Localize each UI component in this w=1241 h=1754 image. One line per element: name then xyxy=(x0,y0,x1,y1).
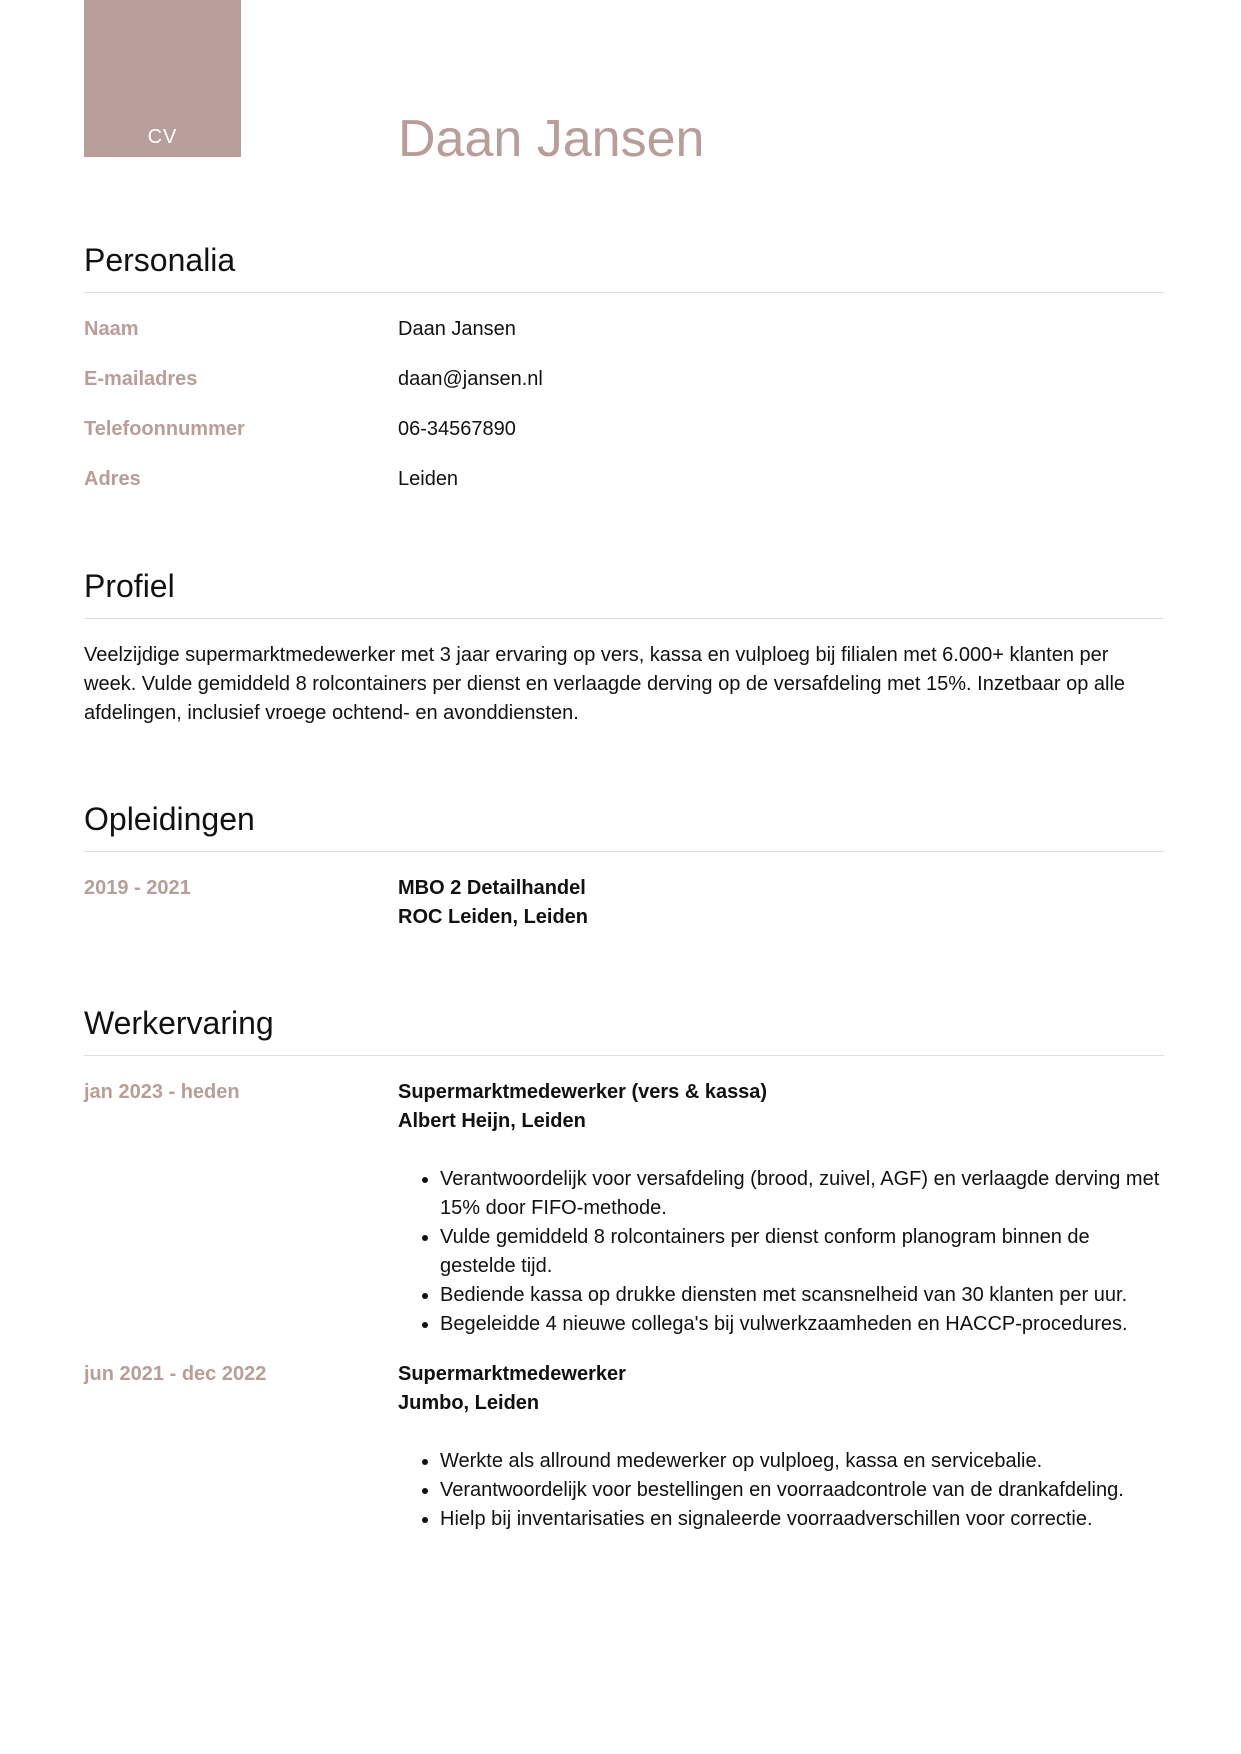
education-school: ROC Leiden, Leiden xyxy=(398,906,589,928)
work-employer: Jumbo, Leiden xyxy=(398,1392,540,1414)
cv-badge-label: CV xyxy=(147,126,178,148)
section-title-personalia: Personalia xyxy=(84,240,1164,293)
work-role: Supermarktmedewerker (vers & kassa) xyxy=(398,1081,768,1103)
section-profiel xyxy=(84,566,1164,728)
personalia-value: daan@jansen.nl xyxy=(398,368,543,390)
section-opleidingen xyxy=(84,799,1164,932)
education-degree: MBO 2 Detailhandel xyxy=(398,877,586,899)
section-title-opleidingen: Opleidingen xyxy=(84,799,1164,852)
page-title: Daan Jansen xyxy=(398,110,705,168)
work-bullet-list xyxy=(398,1165,1164,1339)
profile-summary: Veelzijdige supermarktmedewerker met 3 jaar ervaring op vers, kassa en vulploeg bij filialen met 6.000+ klanten per week. Vulde gemiddeld 8 rolcontainers per dienst en verlaagde derving op de versafdeling met 15%. Inzetbaar op alle afdelingen, inclusief vroege ochtend- en avonddiensten. xyxy=(84,644,1126,724)
personalia-label: Telefoonnummer xyxy=(84,418,245,440)
cv-badge xyxy=(84,0,241,157)
personalia-label: Adres xyxy=(84,468,141,490)
work-period: jun 2021 - dec 2022 xyxy=(84,1363,267,1385)
personalia-row-name xyxy=(84,315,1164,344)
section-werkervaring xyxy=(84,1003,1164,1534)
section-title-werkervaring: Werkervaring xyxy=(84,1003,1164,1056)
personalia-value: Daan Jansen xyxy=(398,318,516,340)
list-item: • Werkte als allround medewerker op vulploeg, kassa en servicebalie. xyxy=(440,1447,1164,1476)
work-role: Supermarktmedewerker xyxy=(398,1363,626,1385)
education-entry xyxy=(84,874,1164,932)
education-period: 2019 - 2021 xyxy=(84,877,191,899)
work-employer: Albert Heijn, Leiden xyxy=(398,1110,586,1132)
personalia-row-email xyxy=(84,365,1164,394)
list-item: • Vulde gemiddeld 8 rolcontainers per dienst conform planogram binnen de gestelde tijd. xyxy=(440,1223,1164,1281)
personalia-value: Leiden xyxy=(398,468,459,490)
work-period: jan 2023 - heden xyxy=(84,1081,240,1103)
personalia-row-phone xyxy=(84,415,1164,444)
list-item: • Bediende kassa op drukke diensten met scansnelheid van 30 klanten per uur. xyxy=(440,1281,1164,1310)
list-item: • Hielp bij inventarisaties en signaleerde voorraadverschillen voor correctie. xyxy=(440,1505,1164,1534)
personalia-label: Naam xyxy=(84,318,139,340)
list-item: • Verantwoordelijk voor versafdeling (brood, zuivel, AGF) en verlaagde derving met 15% door FIFO-methode. xyxy=(440,1165,1164,1223)
personalia-row-address xyxy=(84,465,1164,494)
section-title-profiel: Profiel xyxy=(84,566,1164,619)
personalia-value: 06-34567890 xyxy=(398,418,516,440)
personalia-label: E-mailadres xyxy=(84,368,198,390)
list-item: • Verantwoordelijk voor bestellingen en voorraadcontrole van de drankafdeling. xyxy=(440,1476,1164,1505)
work-entry xyxy=(84,1360,1164,1534)
work-entry xyxy=(84,1078,1164,1339)
section-personalia xyxy=(84,240,1164,494)
list-item: • Begeleidde 4 nieuwe collega's bij vulwerkzaamheden en HACCP-procedures. xyxy=(440,1310,1164,1339)
work-bullet-list xyxy=(398,1447,1164,1534)
